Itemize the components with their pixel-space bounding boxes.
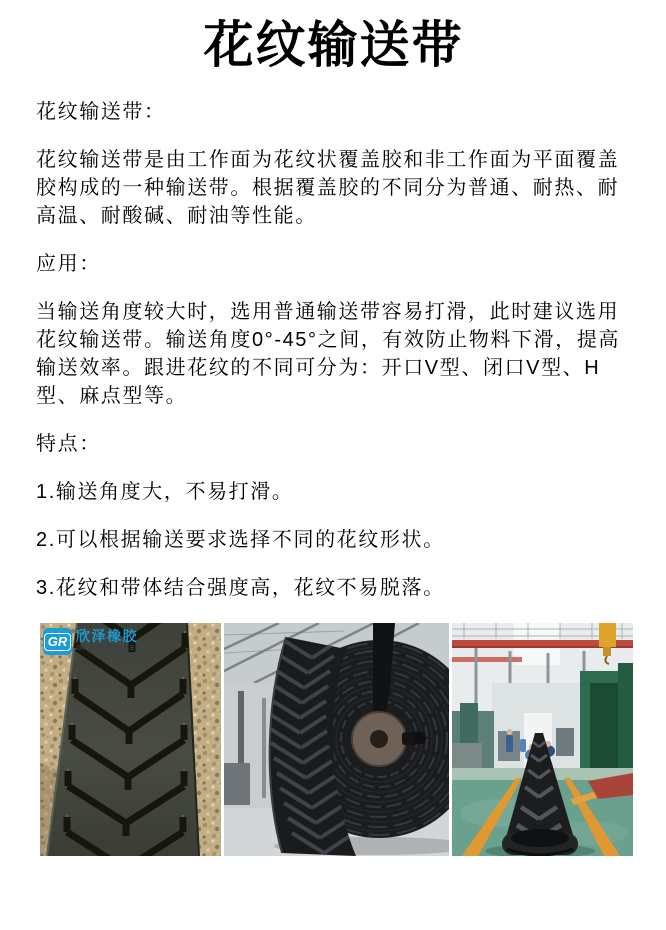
intro-paragraph: 花纹输送带是由工作面为花纹状覆盖胶和非工作面为平面覆盖胶构成的一种输送带。根据覆盖胶的不同分为普通、耐热、耐高温、耐酸碱、耐油等性能。 bbox=[36, 149, 620, 227]
page-title: 花纹输送带 bbox=[203, 17, 464, 73]
application-paragraph: 当输送角度较大时，选用普通输送带容易打滑，此时建议选用花纹输送带。输送角度0°-45°之间，有效防止物料下滑，提高输送效率。跟进花纹的不同可分为：开口V型、闭口V型、H型、麻点型等。 bbox=[36, 301, 621, 407]
brand-name-cn: 欣泽橡胶 bbox=[76, 628, 138, 644]
gr-logo-icon bbox=[43, 628, 72, 655]
application-label: 应用： bbox=[36, 253, 101, 275]
feature-item-1: 1.输送角度大，不易打滑。 bbox=[36, 481, 294, 503]
brand-name-en: GRAND RUBBER bbox=[76, 645, 141, 652]
brand-monogram: GR bbox=[44, 633, 72, 651]
product-gallery bbox=[40, 623, 631, 856]
intro-label: 花纹输送带： bbox=[36, 101, 166, 123]
feature-item-3: 3.花纹和带体结合强度高，花纹不易脱落。 bbox=[36, 577, 445, 599]
photo-belt-on-factory-floor bbox=[452, 623, 633, 856]
feature-item-2: 2.可以根据输送要求选择不同的花纹形状。 bbox=[36, 529, 445, 551]
brand-text bbox=[76, 628, 141, 653]
features-label: 特点： bbox=[36, 433, 101, 455]
chevron-belt-illustration bbox=[40, 623, 221, 856]
factory-floor-illustration bbox=[452, 623, 633, 856]
photo-chevron-belt-roll bbox=[224, 623, 449, 856]
brand-logo bbox=[43, 628, 141, 655]
photo-chevron-belt-on-gravel bbox=[40, 623, 221, 856]
belt-roll-illustration bbox=[224, 623, 449, 856]
